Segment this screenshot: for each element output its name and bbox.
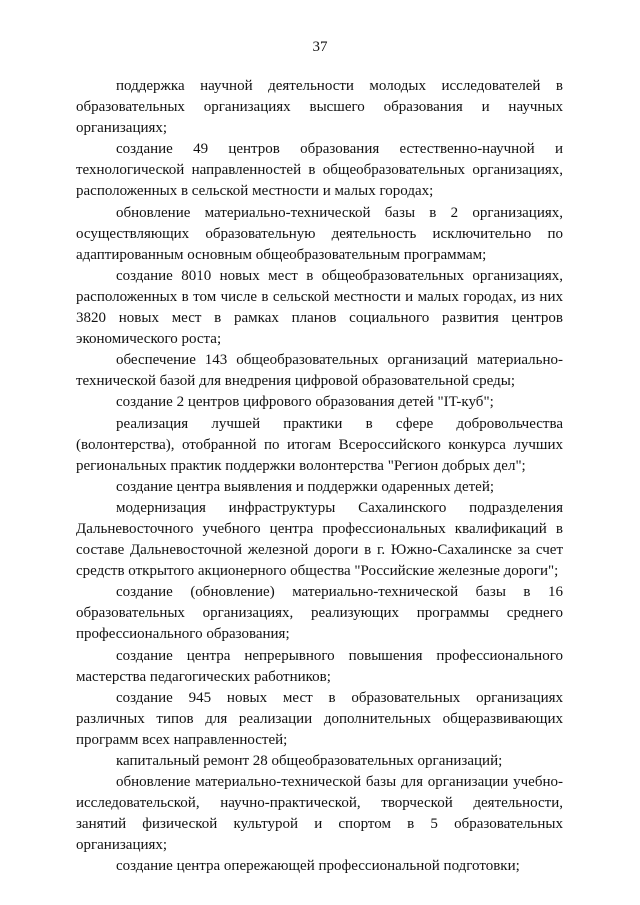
paragraph: обеспечение 143 общеобразовательных организаций материально-технической базой для внедрения цифровой образовательной среды; <box>76 352 563 390</box>
paragraph: поддержка научной деятельности молодых исследователей в образовательных организациях высшего образования и научных организациях; <box>76 78 563 137</box>
paragraph: капитальный ремонт 28 общеобразовательных организаций; <box>116 753 503 769</box>
paragraph: создание 8010 новых мест в общеобразовательных организациях, расположенных в том числе в сельской местности и малых городах, из них 3820 новых мест в рамках планов социального развития центров экономического роста; <box>76 267 563 348</box>
paragraph: обновление материально-технической базы в 2 организациях, осуществляющих образовательную деятельность исключительно по адаптированным основным общеобразовательным программам; <box>76 204 563 263</box>
paragraph: создание центра непрерывного повышения профессионального мастерства педагогических работников; <box>76 647 563 685</box>
paragraph: реализация лучшей практики в сфере добровольчества (волонтерства), отобранной по итогам Всероссийского конкурса лучших региональных практик поддержки волонтерства "Регион добрых дел"; <box>76 415 563 474</box>
body-text <box>76 76 563 878</box>
paragraph: обновление материально-технической базы для организации учебно-исследовательской, научно-практической, творческой деятельности, занятий физической культурой и спортом в 5 образовательных организациях; <box>76 774 563 854</box>
paragraph: создание 945 новых мест в образовательных организациях различных типов для реализации дополнительных общеразвивающих программ всех направленностей; <box>76 689 563 748</box>
page-number: 37 <box>312 39 328 55</box>
paragraph: создание (обновление) материально-технической базы в 16 образовательных организациях, реализующих программы среднего профессионального образования; <box>76 584 563 643</box>
paragraph: модернизация инфраструктуры Сахалинского подразделения Дальневосточного учебного центра профессиональных квалификаций в составе Дальневосточной железной дороги в г. Южно-Сахалинске за счет средств открытого акционерного общества "Российские железные дороги"; <box>76 499 563 580</box>
paragraph: создание 49 центров образования естественно-научной и технологической направленностей в общеобразовательных организациях, расположенных в сельской местности и малых городах; <box>76 141 563 200</box>
paragraph: создание центра выявления и поддержки одаренных детей; <box>116 478 495 495</box>
paragraph: создание центра опережающей профессиональной подготовки; <box>116 858 520 875</box>
paragraph: создание 2 центров цифрового образования детей "IT-куб"; <box>116 394 494 411</box>
